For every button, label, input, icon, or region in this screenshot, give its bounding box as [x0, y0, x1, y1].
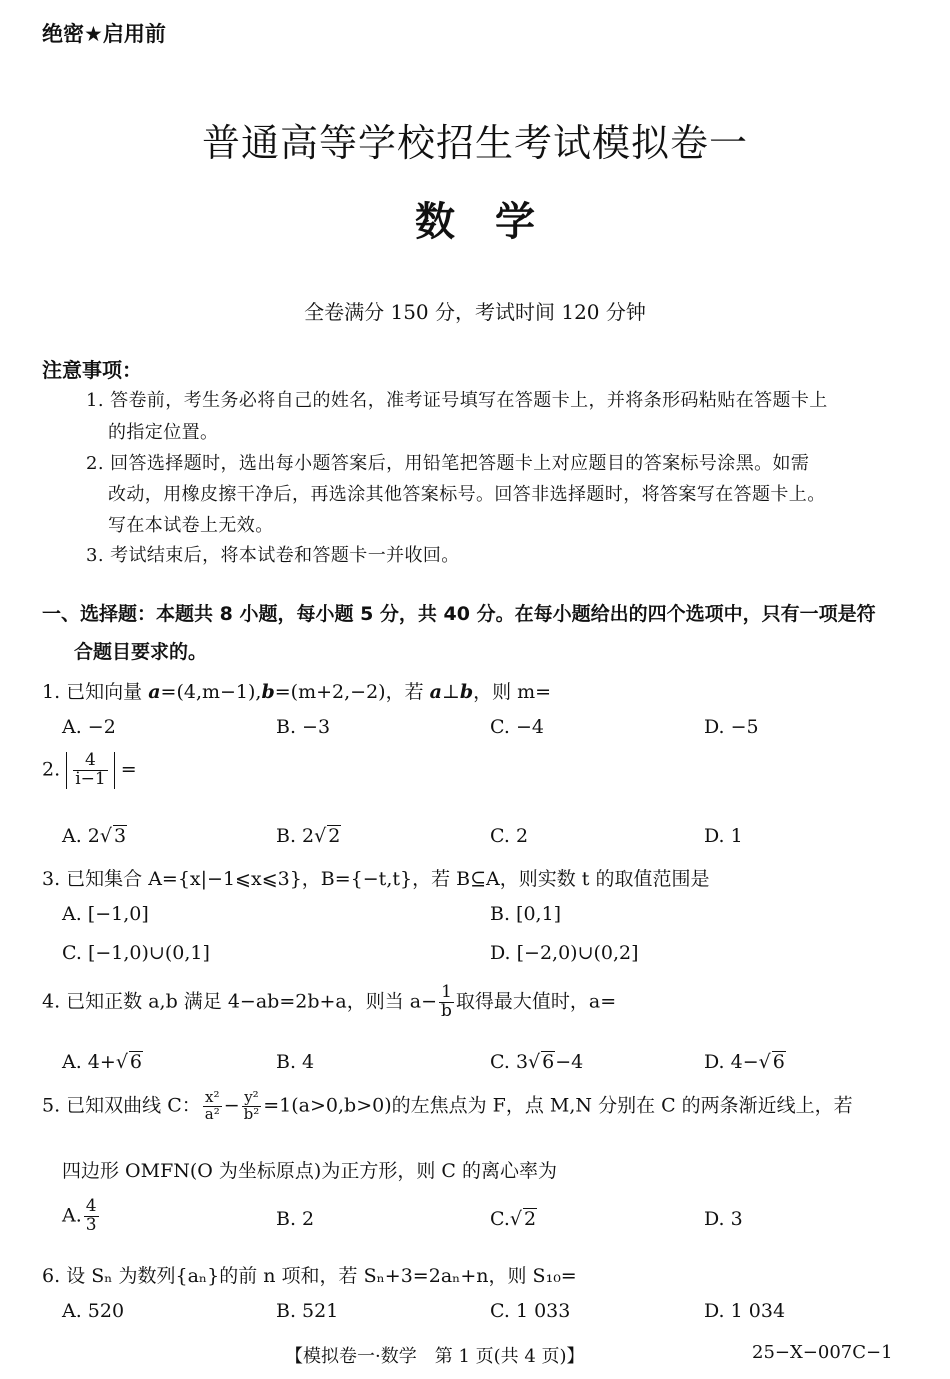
notice-line: 改动，用橡皮擦干净后，再选涂其他答案标号。回答非选择题时，将答案写在答题卡上。	[108, 484, 826, 505]
question-3: 3. 已知集合 A={x|−1⩽x⩽3}，B={−t,t}，若 B⊆A，则实数 t 的取值范围是	[42, 868, 710, 890]
option-d: D. 1 034	[704, 1300, 786, 1322]
option-b: B. −3	[276, 716, 331, 738]
option-d: D. 4−√ 6	[704, 1051, 785, 1073]
question-5: 5. 已知双曲线 C： $\frac{\text{x²}}{\text{a²}}$ − $\frac{\text{y²}}{\text{b²}}$ =1(a>0,b>0)的左焦点为 F，点 M,N 分别在 C 的两条渐近线上，若	[42, 1088, 853, 1123]
confidential-label: 绝密★启用前	[42, 22, 166, 46]
option-b: B. 2	[276, 1208, 315, 1230]
option-b: B. 4	[276, 1051, 315, 1073]
notice-line: 2. 回答选择题时，选出每小题答案后，用铅笔把答题卡上对应题目的答案标号涂黑。如需	[86, 453, 810, 474]
question-4: 4. 已知正数 a,b 满足 4−ab=2b+a，则当 a− $\frac{1}{b}$ 取得最大值时，a=	[42, 982, 617, 1021]
section-heading: 一、选择题：本题共 8 小题，每小题 5 分，共 40 分。在每小题给出的四个选项中，只有一项是符	[42, 603, 876, 625]
option-a: A. $\frac{4}{3}$	[62, 1196, 97, 1235]
notice-line: 的指定位置。	[108, 422, 219, 443]
option-d: D. −5	[704, 716, 759, 738]
notice-line: 3. 考试结束后，将本试卷和答题卡一并收回。	[86, 545, 460, 566]
option-b: B. [0,1]	[490, 903, 562, 925]
section-heading-cont: 合题目要求的。	[74, 641, 208, 663]
option-b: B. 521	[276, 1300, 339, 1322]
option-d: D. 1	[704, 825, 743, 847]
paper-code: 25−X−007C−1	[752, 1342, 893, 1363]
exam-title: 普通高等学校招生考试模拟卷一	[201, 121, 748, 165]
option-a: A. 520	[62, 1300, 125, 1322]
question-2: 2. $\frac{4}{i-1}$ =	[42, 750, 137, 789]
option-d: D. 3	[704, 1208, 743, 1230]
question-1: 1. 已知向量 a=(4,m−1),b=(m+2,−2)，若 a⊥b，则 m=	[42, 681, 552, 703]
subject-title: 数 学	[415, 199, 535, 245]
option-a: A. 4+√ 6	[62, 1051, 143, 1073]
option-c: C. [−1,0)∪(0,1]	[62, 942, 210, 964]
option-c: C. −4	[490, 716, 544, 738]
page-footer: 【模拟卷一·数学 第 1 页(共 4 页)】	[285, 1346, 585, 1367]
score-info: 全卷满分 150 分，考试时间 120 分钟	[304, 300, 646, 324]
notice-line: 1. 答卷前，考生务必将自己的姓名，准考证号填写在答题卡上，并将条形码粘贴在答题卡上	[86, 390, 828, 411]
option-a: A. [−1,0]	[62, 903, 149, 925]
option-c: C. 1 033	[490, 1300, 571, 1322]
question-6: 6. 设 Sₙ 为数列{aₙ}的前 n 项和，若 Sₙ+3=2aₙ+n，则 S₁₀=	[42, 1265, 577, 1287]
option-a: A. 2√ 3	[62, 825, 127, 847]
option-d: D. [−2,0)∪(0,2]	[490, 942, 639, 964]
option-b: B. 2√ 2	[276, 825, 341, 847]
absolute-value: $\frac{4}{i-1}$	[66, 752, 115, 789]
notice-line: 写在本试卷上无效。	[108, 515, 274, 536]
option-c: C. 3√ 6−4	[490, 1051, 584, 1073]
notice-heading: 注意事项：	[42, 358, 142, 382]
question-5-cont: 四边形 OMFN(O 为坐标原点)为正方形，则 C 的离心率为	[62, 1160, 557, 1182]
option-c: C.√ 2	[490, 1208, 537, 1230]
option-c: C. 2	[490, 825, 529, 847]
option-a: A. −2	[62, 716, 116, 738]
